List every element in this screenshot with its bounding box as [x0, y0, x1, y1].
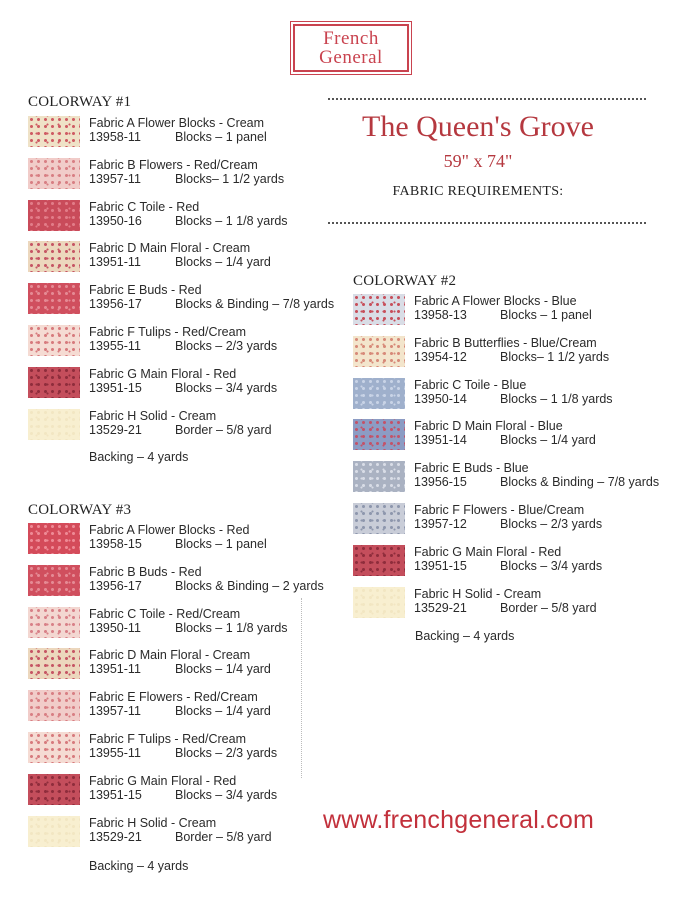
fabric-name: Fabric A Flower Blocks - Cream: [89, 116, 265, 130]
fabric-sku: 13529-21: [89, 830, 142, 844]
fabric-sku: 13950-11: [89, 621, 141, 635]
fabric-name: Fabric C Toile - Red/Cream: [89, 607, 241, 621]
requirements-heading: FABRIC REQUIREMENTS:: [392, 184, 564, 199]
fabric-swatch: [28, 409, 80, 440]
fabric-detail: [89, 830, 272, 844]
fabric-item: [28, 200, 338, 234]
fabric-swatch: [28, 648, 80, 679]
fabric-sku: 13951-15: [414, 559, 467, 573]
fabric-sku: 13529-21: [89, 423, 142, 437]
fabric-swatch: [353, 545, 405, 576]
colorway-3-backing: Backing – 4 yards: [89, 859, 189, 873]
fabric-item: [28, 241, 338, 275]
fabric-detail: [414, 350, 610, 364]
fabric-swatch: [353, 461, 405, 492]
fabric-swatch: [28, 200, 80, 231]
fabric-name: Fabric F Tulips - Red/Cream: [89, 732, 246, 746]
fabric-sku: 13954-12: [414, 350, 467, 364]
fabric-amount: Blocks – 2/3 yards: [500, 517, 603, 531]
fabric-swatch: [28, 565, 80, 596]
fabric-detail: [414, 517, 603, 531]
column-divider: [301, 598, 302, 778]
fabric-swatch: [353, 336, 405, 367]
fabric-amount: Border – 5/8 yard: [175, 830, 272, 844]
fabric-amount: Blocks – 1/4 yard: [500, 433, 596, 447]
fabric-swatch: [28, 523, 80, 554]
fabric-detail: [414, 475, 660, 489]
fabric-amount: Blocks – 1 panel: [175, 537, 267, 551]
fabric-amount: Blocks – 1/4 yard: [175, 704, 271, 718]
fabric-sku: 13951-11: [89, 662, 141, 676]
fabric-name: Fabric H Solid - Cream: [89, 409, 217, 423]
fabric-detail: [89, 172, 285, 186]
fabric-amount: Blocks – 3/4 yards: [175, 381, 278, 395]
fabric-detail: [89, 579, 324, 593]
fabric-sku: 13956-15: [414, 475, 467, 489]
fabric-name: Fabric G Main Floral - Red: [89, 367, 237, 381]
fabric-sku: 13951-11: [89, 255, 141, 269]
fabric-item: [28, 607, 338, 641]
fabric-item: [28, 409, 338, 443]
fabric-sku: 13958-11: [89, 130, 141, 144]
fabric-sku: 13951-14: [414, 433, 467, 447]
fabric-name: Fabric B Butterflies - Blue/Cream: [414, 336, 597, 350]
fabric-sku: 13956-17: [89, 297, 142, 311]
french-general-logo: [290, 21, 412, 75]
fabric-name: Fabric B Buds - Red: [89, 565, 202, 579]
fabric-swatch: [353, 587, 405, 618]
fabric-detail: [89, 214, 288, 228]
fabric-sku: 13955-11: [89, 339, 141, 353]
fabric-item: [353, 587, 663, 621]
fabric-item: [28, 325, 338, 359]
fabric-amount: Blocks & Binding – 7/8 yards: [175, 297, 335, 311]
fabric-name: Fabric E Flowers - Red/Cream: [89, 690, 258, 704]
fabric-sku: 13950-16: [89, 214, 142, 228]
fabric-detail: [89, 537, 267, 551]
fabric-detail: [89, 746, 278, 760]
colorway-2-title: COLORWAY #2: [353, 273, 457, 289]
fabric-sku: 13951-15: [89, 381, 142, 395]
fabric-detail: [414, 433, 596, 447]
colorway-2-backing: Backing – 4 yards: [415, 629, 515, 643]
fabric-item: [28, 116, 338, 150]
fabric-detail: [89, 381, 278, 395]
fabric-name: Fabric G Main Floral - Red: [89, 774, 237, 788]
fabric-item: [28, 648, 338, 682]
fabric-name: Fabric A Flower Blocks - Blue: [414, 294, 577, 308]
fabric-sku: 13958-13: [414, 308, 467, 322]
quilt-size: 59" x 74": [443, 151, 513, 171]
divider-bottom: [328, 222, 646, 224]
website-link[interactable]: www.frenchgeneral.com: [323, 806, 594, 834]
colorway-1-title: COLORWAY #1: [28, 94, 132, 110]
fabric-sku: 13955-11: [89, 746, 141, 760]
fabric-item: [28, 283, 338, 317]
fabric-name: Fabric E Buds - Blue: [414, 461, 529, 475]
colorway-3-title: COLORWAY #3: [28, 502, 132, 518]
fabric-swatch: [28, 158, 80, 189]
colorway-1-backing: Backing – 4 yards: [89, 450, 189, 464]
fabric-sku: 13957-11: [89, 172, 141, 186]
fabric-item: [28, 158, 338, 192]
fabric-swatch: [28, 732, 80, 763]
fabric-name: Fabric H Solid - Cream: [414, 587, 542, 601]
fabric-detail: [89, 255, 271, 269]
fabric-swatch: [28, 816, 80, 847]
fabric-detail: [414, 308, 592, 322]
fabric-amount: Blocks – 1 1/8 yards: [175, 214, 288, 228]
fabric-item: [28, 774, 338, 808]
fabric-name: Fabric D Main Floral - Cream: [89, 241, 251, 255]
fabric-item: [28, 732, 338, 766]
fabric-detail: [414, 559, 603, 573]
fabric-amount: Blocks – 1 panel: [175, 130, 267, 144]
fabric-amount: Blocks– 1 1/2 yards: [175, 172, 285, 186]
fabric-item: [353, 294, 663, 328]
fabric-name: Fabric A Flower Blocks - Red: [89, 523, 250, 537]
fabric-swatch: [28, 690, 80, 721]
fabric-amount: Blocks – 3/4 yards: [175, 788, 278, 802]
fabric-name: Fabric F Tulips - Red/Cream: [89, 325, 246, 339]
fabric-amount: Blocks– 1 1/2 yards: [500, 350, 610, 364]
fabric-swatch: [353, 503, 405, 534]
fabric-swatch: [353, 419, 405, 450]
fabric-name: Fabric B Flowers - Red/Cream: [89, 158, 258, 172]
logo-line-2: General: [319, 47, 383, 68]
fabric-swatch: [353, 294, 405, 325]
logo-line-1: French: [323, 28, 379, 49]
fabric-item: [353, 503, 663, 537]
fabric-detail: [414, 601, 597, 615]
fabric-detail: [89, 130, 267, 144]
fabric-name: Fabric D Main Floral - Blue: [414, 419, 563, 433]
fabric-sku: 13951-15: [89, 788, 142, 802]
fabric-sku: 13958-15: [89, 537, 142, 551]
fabric-name: Fabric D Main Floral - Cream: [89, 648, 251, 662]
fabric-amount: Blocks – 1 panel: [500, 308, 592, 322]
fabric-swatch: [28, 325, 80, 356]
fabric-item: [353, 545, 663, 579]
fabric-detail: [89, 704, 271, 718]
fabric-swatch: [28, 367, 80, 398]
fabric-item: [353, 461, 663, 495]
fabric-amount: Blocks – 2/3 yards: [175, 339, 278, 353]
fabric-sku: 13950-14: [414, 392, 467, 406]
fabric-sku: 13956-17: [89, 579, 142, 593]
fabric-detail: [414, 392, 613, 406]
fabric-name: Fabric H Solid - Cream: [89, 816, 217, 830]
fabric-amount: Blocks – 1/4 yard: [175, 255, 271, 269]
fabric-amount: Blocks – 2/3 yards: [175, 746, 278, 760]
fabric-amount: Blocks – 3/4 yards: [500, 559, 603, 573]
fabric-name: Fabric C Toile - Blue: [414, 378, 527, 392]
fabric-item: [353, 419, 663, 453]
fabric-sku: 13957-11: [89, 704, 141, 718]
fabric-item: [28, 565, 338, 599]
fabric-swatch: [28, 607, 80, 638]
fabric-name: Fabric E Buds - Red: [89, 283, 202, 297]
fabric-sku: 13957-12: [414, 517, 467, 531]
fabric-amount: Blocks & Binding – 7/8 yards: [500, 475, 660, 489]
fabric-amount: Blocks – 1 1/8 yards: [500, 392, 613, 406]
fabric-detail: [89, 788, 278, 802]
fabric-amount: Blocks & Binding – 2 yards: [175, 579, 324, 593]
fabric-swatch: [28, 774, 80, 805]
fabric-swatch: [353, 378, 405, 409]
fabric-item: [353, 378, 663, 412]
fabric-name: Fabric F Flowers - Blue/Cream: [414, 503, 585, 517]
quilt-title: The Queen's Grove: [362, 110, 594, 143]
divider-top: [328, 98, 646, 100]
fabric-name: Fabric C Toile - Red: [89, 200, 200, 214]
fabric-detail: [89, 339, 278, 353]
fabric-amount: Blocks – 1 1/8 yards: [175, 621, 288, 635]
fabric-item: [353, 336, 663, 370]
fabric-detail: [89, 662, 271, 676]
fabric-name: Fabric G Main Floral - Red: [414, 545, 562, 559]
fabric-detail: [89, 621, 288, 635]
fabric-swatch: [28, 116, 80, 147]
fabric-amount: Border – 5/8 yard: [500, 601, 597, 615]
fabric-item: [28, 367, 338, 401]
fabric-item: [28, 816, 338, 850]
fabric-detail: [89, 297, 335, 311]
fabric-swatch: [28, 241, 80, 272]
fabric-detail: [89, 423, 272, 437]
fabric-amount: Blocks – 1/4 yard: [175, 662, 271, 676]
fabric-swatch: [28, 283, 80, 314]
fabric-amount: Border – 5/8 yard: [175, 423, 272, 437]
fabric-sku: 13529-21: [414, 601, 467, 615]
fabric-item: [28, 523, 338, 557]
fabric-item: [28, 690, 338, 724]
